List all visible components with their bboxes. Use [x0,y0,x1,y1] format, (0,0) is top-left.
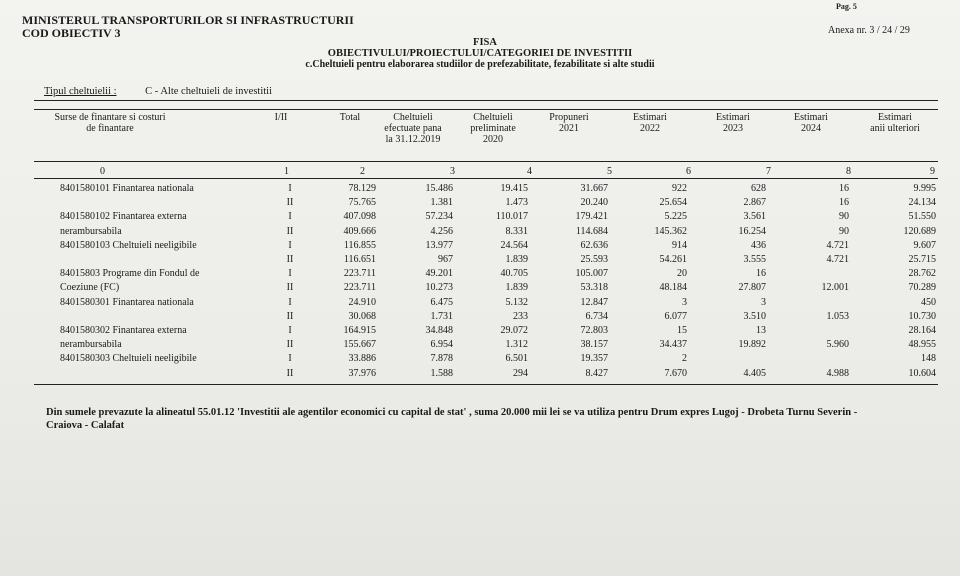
row-value-col-4: 8.331 [505,225,528,237]
row-label: 8401580101 Finantarea nationala [60,183,194,194]
col-header-2023 [700,112,766,134]
row-value-col-2: 164.915 [343,325,376,336]
row-i-ii: II [286,367,294,379]
row-value-col-6: 922 [672,183,687,194]
row-value-col-7: 19.892 [738,339,766,351]
row-value-col-5: 20.240 [580,197,608,209]
col-header-efectuate-line3: la 31.12.2019 [385,134,441,145]
row-value-col-5: 72.803 [580,325,608,336]
row-value-col-8: 90 [839,225,849,237]
col-number-6: 6 [686,166,691,177]
row-i-ii: I [288,353,292,365]
col-header-ulteriori-line2: anii ulteriori [870,123,920,134]
divider-header-bottom [34,161,938,162]
row-value-col-3: 1.381 [430,197,453,209]
row-value-col-4: 1.473 [505,197,528,209]
row-value-col-6: 5.225 [664,211,687,223]
row-value-col-2: 407.098 [343,211,376,223]
row-value-col-5: 62.636 [580,239,608,251]
row-label: 84015803 Programe din Fondul de [60,268,200,280]
row-value-col-3: 1.731 [430,310,453,322]
col-number-3: 3 [450,166,455,177]
footnote-line-1: Din sumele prevazute la alineatul 55.01.12 'Investitii ale agentilor economici cu capital de stat' , suma 20.000 mii lei se va utiliza pentru Drum expres Lugoj - Drobeta Turnu Severin - [46,407,858,418]
row-value-col-4: 1.839 [505,254,528,265]
row-value-col-3: 7.878 [430,353,453,365]
row-i-ii: I [288,296,292,308]
row-label: nerambursabila [60,339,122,351]
col-number-5: 5 [607,166,612,177]
row-value-col-6: 2 [682,353,687,365]
row-value-col-4: 24.564 [500,239,528,251]
row-value-col-9: 10.730 [908,310,936,322]
row-value-col-4: 1.839 [505,282,528,294]
col-header-2024-line1: Estimari [794,112,828,123]
row-value-col-6: 54.261 [659,254,687,265]
page-number: Pag. 5 [836,2,857,11]
row-value-col-9: 120.689 [903,225,936,237]
row-value-col-5: 6.734 [585,310,608,322]
table-row [0,282,960,293]
row-value-col-5: 25.593 [580,254,608,265]
row-value-col-2: 409.666 [343,225,376,237]
row-value-col-5: 114.684 [575,225,608,237]
divider-table-bottom [34,384,938,385]
row-i-ii: II [286,339,294,351]
row-value-col-9: 9.995 [913,183,936,194]
anexa-number: Anexa nr. 3 / 24 / 29 [828,25,910,36]
row-value-col-7: 16.254 [738,225,766,237]
row-value-col-9: 48.955 [908,339,936,351]
row-value-col-2: 75.765 [348,197,376,209]
row-value-col-5: 179.421 [575,211,608,223]
row-value-col-6: 25.654 [659,197,687,209]
table-row [0,325,960,336]
row-value-col-4: 5.132 [505,296,528,308]
row-value-col-3: 6.475 [430,296,453,308]
table-row [0,353,960,364]
col-header-2024-line2: 2024 [801,123,821,134]
row-value-col-9: 9.607 [913,239,936,251]
row-value-col-8: 16 [839,183,849,194]
row-value-col-2: 30.068 [348,310,376,322]
expense-type [44,86,272,97]
row-value-col-5: 53.318 [580,282,608,294]
col-header-efectuate [373,112,453,145]
row-value-col-6: 7.670 [664,367,687,379]
row-i-ii: II [286,225,294,237]
row-value-col-7: 16 [756,268,766,280]
row-value-col-5: 105.007 [575,268,608,280]
row-value-col-6: 3 [682,296,687,308]
row-value-col-8: 5.960 [826,339,849,351]
table-row [0,226,960,237]
row-i-ii: I [288,183,292,194]
row-value-col-6: 48.184 [659,282,687,294]
col-header-2023-line1: Estimari [716,112,750,123]
col-header-2022-line1: Estimari [633,112,667,123]
row-i-ii: II [286,254,294,265]
expense-type-label: Tipul cheltuielii : [44,86,117,97]
row-value-col-6: 20 [677,268,687,280]
ministry-name: MINISTERUL TRANSPORTURILOR SI INFRASTRUCTURII [22,13,354,27]
row-label: 8401580102 Finantarea externa [60,211,187,223]
row-value-col-8: 1.053 [826,310,849,322]
row-value-col-9: 25.715 [908,254,936,265]
row-i-ii: I [288,239,292,251]
divider-top [34,100,938,101]
row-value-col-7: 3.510 [743,310,766,322]
row-value-col-4: 1.312 [505,339,528,351]
col-header-sources-line1: Surse de finantare si costuri [54,112,166,123]
row-label: Coeziune (FC) [60,282,120,294]
row-value-col-4: 233 [513,310,528,322]
col-header-preliminate-line3: 2020 [483,134,503,145]
row-value-col-3: 4.256 [430,225,453,237]
row-value-col-3: 13.977 [425,239,453,251]
col-number-8: 8 [846,166,851,177]
row-value-col-7: 27.807 [738,282,766,294]
col-header-i-ii [266,112,296,123]
row-value-col-3: 34.848 [425,325,453,336]
col-header-propuneri-line1: Propuneri [549,112,589,123]
row-value-col-2: 33.886 [348,353,376,365]
row-value-col-5: 12.847 [580,296,608,308]
row-value-col-4: 110.017 [495,211,528,223]
cod-obiectiv: COD OBIECTIV 3 [22,26,121,40]
row-value-col-2: 155.667 [343,339,376,351]
col-number-2: 2 [360,166,365,177]
col-header-efectuate-line1: Cheltuieli [393,112,433,123]
col-header-total [325,112,375,123]
row-value-col-6: 914 [672,239,687,251]
row-value-col-7: 3.555 [743,254,766,265]
row-value-col-2: 223.711 [343,282,376,294]
row-value-col-3: 1.588 [430,367,453,379]
row-i-ii: I [288,325,292,336]
row-label: 8401580103 Cheltuieli neeligibile [60,239,197,251]
col-header-sources [30,112,190,134]
col-header-efectuate-line2: efectuate pana [384,123,442,134]
table-row [0,183,960,194]
row-value-col-3: 967 [438,254,453,265]
row-value-col-7: 13 [756,325,766,336]
col-header-total-line1: Total [339,112,361,123]
footnote [46,406,956,432]
document-title [0,37,960,70]
row-value-col-7: 3 [761,296,766,308]
row-value-col-9: 148 [921,353,936,365]
row-value-col-7: 436 [751,239,766,251]
footnote-line-2: Craiova - Calafat [46,420,125,431]
col-header-ulteriori-line1: Estimari [878,112,912,123]
col-number-4: 4 [527,166,532,177]
row-value-col-6: 145.362 [654,225,687,237]
row-i-ii: I [288,211,292,223]
row-label: 8401580302 Finantarea externa [60,325,187,336]
row-value-col-7: 4.405 [743,367,766,379]
col-header-propuneri [536,112,602,134]
row-value-col-4: 29.072 [500,325,528,336]
row-value-col-2: 116.651 [343,254,376,265]
row-value-col-5: 38.157 [580,339,608,351]
row-value-col-5: 8.427 [585,367,608,379]
row-value-col-9: 24.134 [908,197,936,209]
row-value-col-2: 116.855 [343,239,376,251]
row-value-col-3: 10.273 [425,282,453,294]
row-value-col-7: 628 [751,183,766,194]
col-header-propuneri-line2: 2021 [559,123,579,134]
row-value-col-6: 34.437 [659,339,687,351]
col-number-1: 1 [284,166,289,177]
row-value-col-4: 19.415 [500,183,528,194]
col-number-9: 9 [930,166,935,177]
col-header-i-ii-line1: I/II [274,112,288,123]
expense-type-value: C - Alte cheltuieli de investitii [145,86,273,97]
col-number-0: 0 [100,166,105,177]
row-value-col-8: 12.001 [821,282,849,294]
row-value-col-4: 6.501 [505,353,528,365]
col-header-2022-line2: 2022 [640,123,660,134]
row-value-col-9: 28.164 [908,325,936,336]
col-header-preliminate-line2: preliminate [470,123,516,134]
table-row [0,268,960,279]
row-value-col-2: 223.711 [343,268,376,280]
row-value-col-7: 3.561 [743,211,766,223]
col-number-7: 7 [766,166,771,177]
row-value-col-9: 28.762 [908,268,936,280]
fisa-subtitle-2: c.Cheltuieli pentru elaborarea studiilor de prefezabilitate, fezabilitate si alte studii [305,59,655,70]
row-value-col-7: 2.867 [743,197,766,209]
table-row [0,211,960,222]
row-value-col-4: 40.705 [500,268,528,280]
col-header-ulteriori [850,112,940,134]
row-i-ii: II [286,310,294,322]
row-value-col-9: 450 [921,296,936,308]
row-value-col-8: 4.721 [826,239,849,251]
row-value-col-5: 31.667 [580,183,608,194]
row-i-ii: II [286,282,294,294]
table-row [0,311,960,322]
fisa-title: FISA [473,37,497,48]
row-value-col-3: 57.234 [425,211,453,223]
row-value-col-2: 37.976 [348,367,376,379]
row-value-col-9: 51.550 [908,211,936,223]
row-value-col-6: 6.077 [664,310,687,322]
col-header-preliminate [458,112,528,145]
table-row [0,254,960,265]
col-header-2024 [778,112,844,134]
table-row [0,197,960,208]
row-i-ii: II [286,197,294,209]
row-label: 8401580301 Finantarea nationala [60,296,194,308]
row-label: nerambursabila [60,225,122,237]
col-header-2023-line2: 2023 [723,123,743,134]
col-header-preliminate-line1: Cheltuieli [473,112,513,123]
row-value-col-8: 4.721 [826,254,849,265]
table-row [0,368,960,379]
table-row [0,297,960,308]
col-header-sources-line2: de finantare [86,123,134,134]
row-label: 8401580303 Cheltuieli neeligibile [60,353,197,365]
row-i-ii: I [288,268,292,280]
row-value-col-3: 49.201 [425,268,453,280]
row-value-col-2: 24.910 [348,296,376,308]
row-value-col-8: 90 [839,211,849,223]
row-value-col-3: 15.486 [425,183,453,194]
row-value-col-9: 70.289 [908,282,936,294]
col-header-2022 [617,112,683,134]
row-value-col-4: 294 [513,367,528,379]
table-row [0,240,960,251]
table-row [0,339,960,350]
row-value-col-8: 4.988 [826,367,849,379]
divider-colnum-bottom [34,178,938,179]
row-value-col-9: 10.604 [908,367,936,379]
row-value-col-3: 6.954 [430,339,453,351]
row-value-col-8: 16 [839,197,849,209]
row-value-col-5: 19.357 [580,353,608,365]
row-value-col-2: 78.129 [348,183,376,194]
row-value-col-6: 15 [677,325,687,336]
fisa-subtitle: OBIECTIVULUI/PROIECTULUI/CATEGORIEI DE INVESTITII [327,48,633,59]
divider-header-top [34,109,938,110]
